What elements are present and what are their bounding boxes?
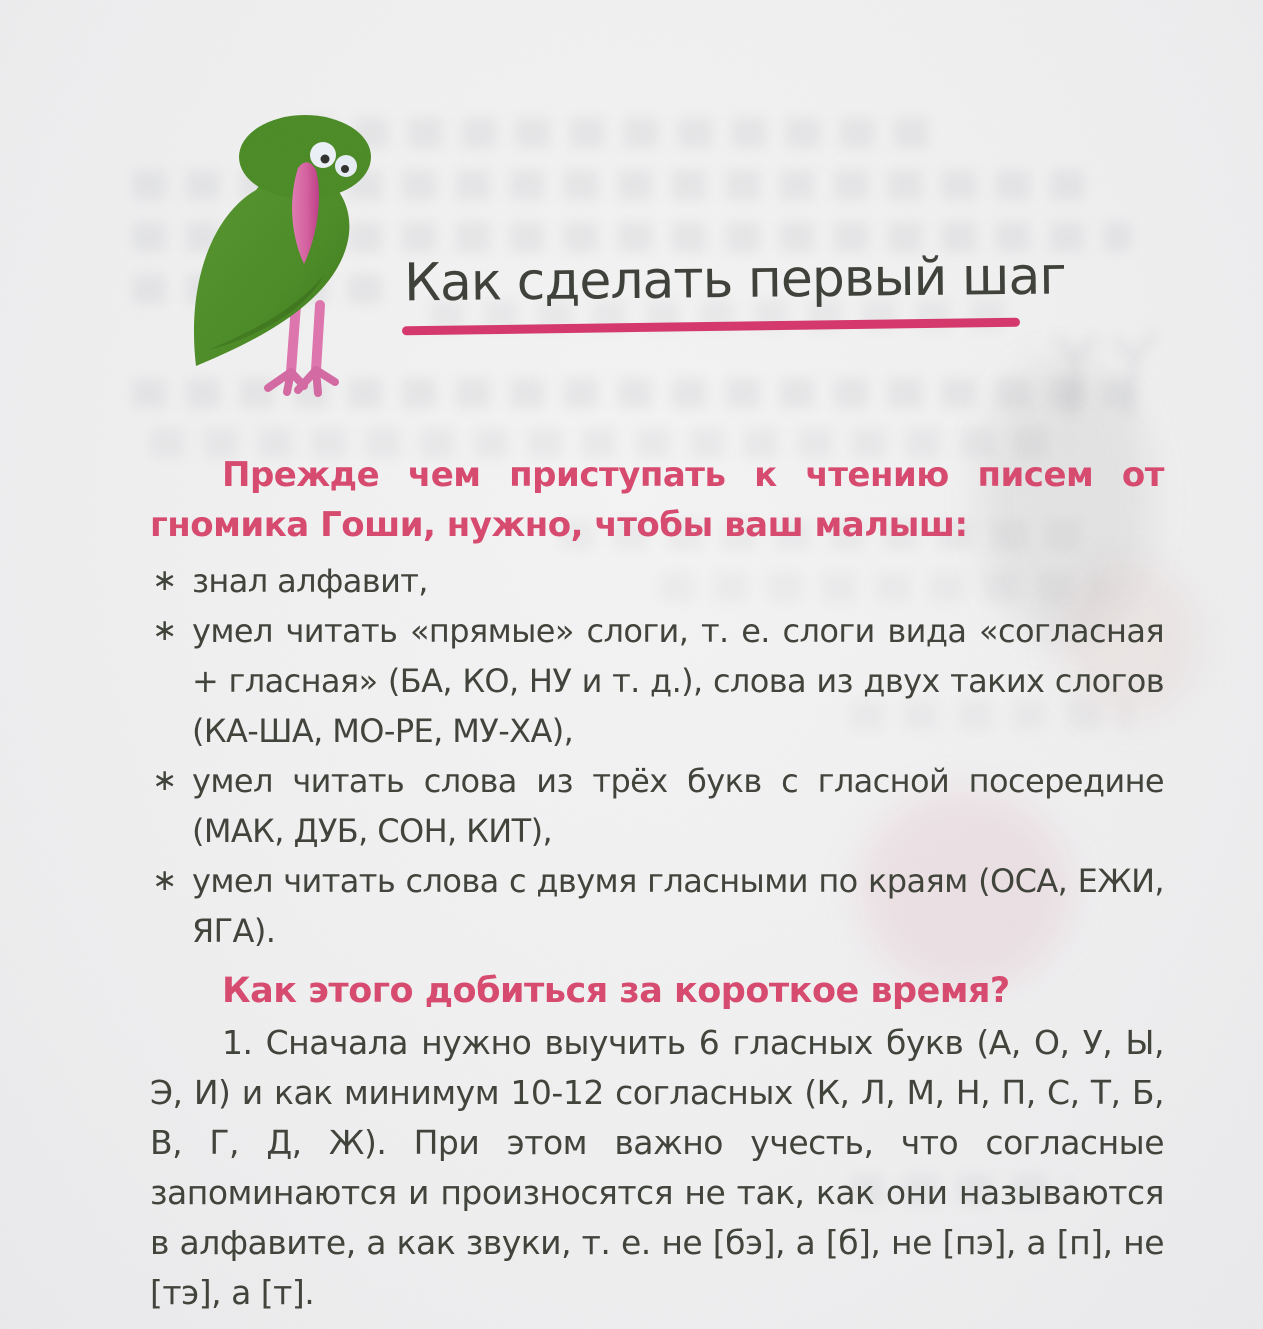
list-item [150,856,1164,956]
intro-paragraph: Прежде чем приступать к чтению писем от гномика Гоши, нужно, чтобы ваш малыш: [150,455,1164,545]
list-item-text: умел читать слова из трёх букв с гласной посередине (МАК, ДУБ, СОН, КИТ), [192,762,1164,850]
ghost-text-row [300,118,940,148]
bird-feet [268,370,335,393]
list-item-text: умел читать слова с двумя гласными по краям (ОСА, ЕЖИ, ЯГА). [192,862,1164,950]
asterisk-bullet-icon: ∗ [152,613,177,648]
ghost-antler [1050,330,1160,420]
skills-checklist [150,556,1164,956]
text-column [150,450,1164,1318]
list-item [150,606,1164,756]
bird-legs [291,305,320,372]
list-item-text: знал алфавит, [192,562,428,600]
section-subheading: Как этого добиться за короткое время? [222,971,1010,1011]
list-item-text: умел читать «прямые» слоги, т. е. слоги вида «согласная + гласная» (БА, КО, НУ и т. д.), слова из двух таких слогов (КА-ША, МО-РЕ, МУ-ХА), [192,612,1164,750]
list-item [150,556,1164,606]
list-item [150,756,1164,856]
green-bird-illustration [186,110,378,398]
body-paragraph: 1. Сначала нужно выучить 6 гласных букв (А, О, У, Ы, Э, И) и как минимум 10-12 согласных (К, Л, М, Н, П, С, Т, Б, В, Г, Д, Ж). При этом важно учесть, что согласные запоминаются и произносятся не так, как они называются в алфавите, а как звуки, т. е. не [бэ], а [б], не [пэ], а [п], не [тэ], а [т]. [150,1023,1164,1312]
asterisk-bullet-icon: ∗ [152,563,177,598]
asterisk-bullet-icon: ∗ [152,763,177,798]
page-title: Как сделать первый шаг [403,246,1066,314]
asterisk-bullet-icon: ∗ [152,863,177,898]
